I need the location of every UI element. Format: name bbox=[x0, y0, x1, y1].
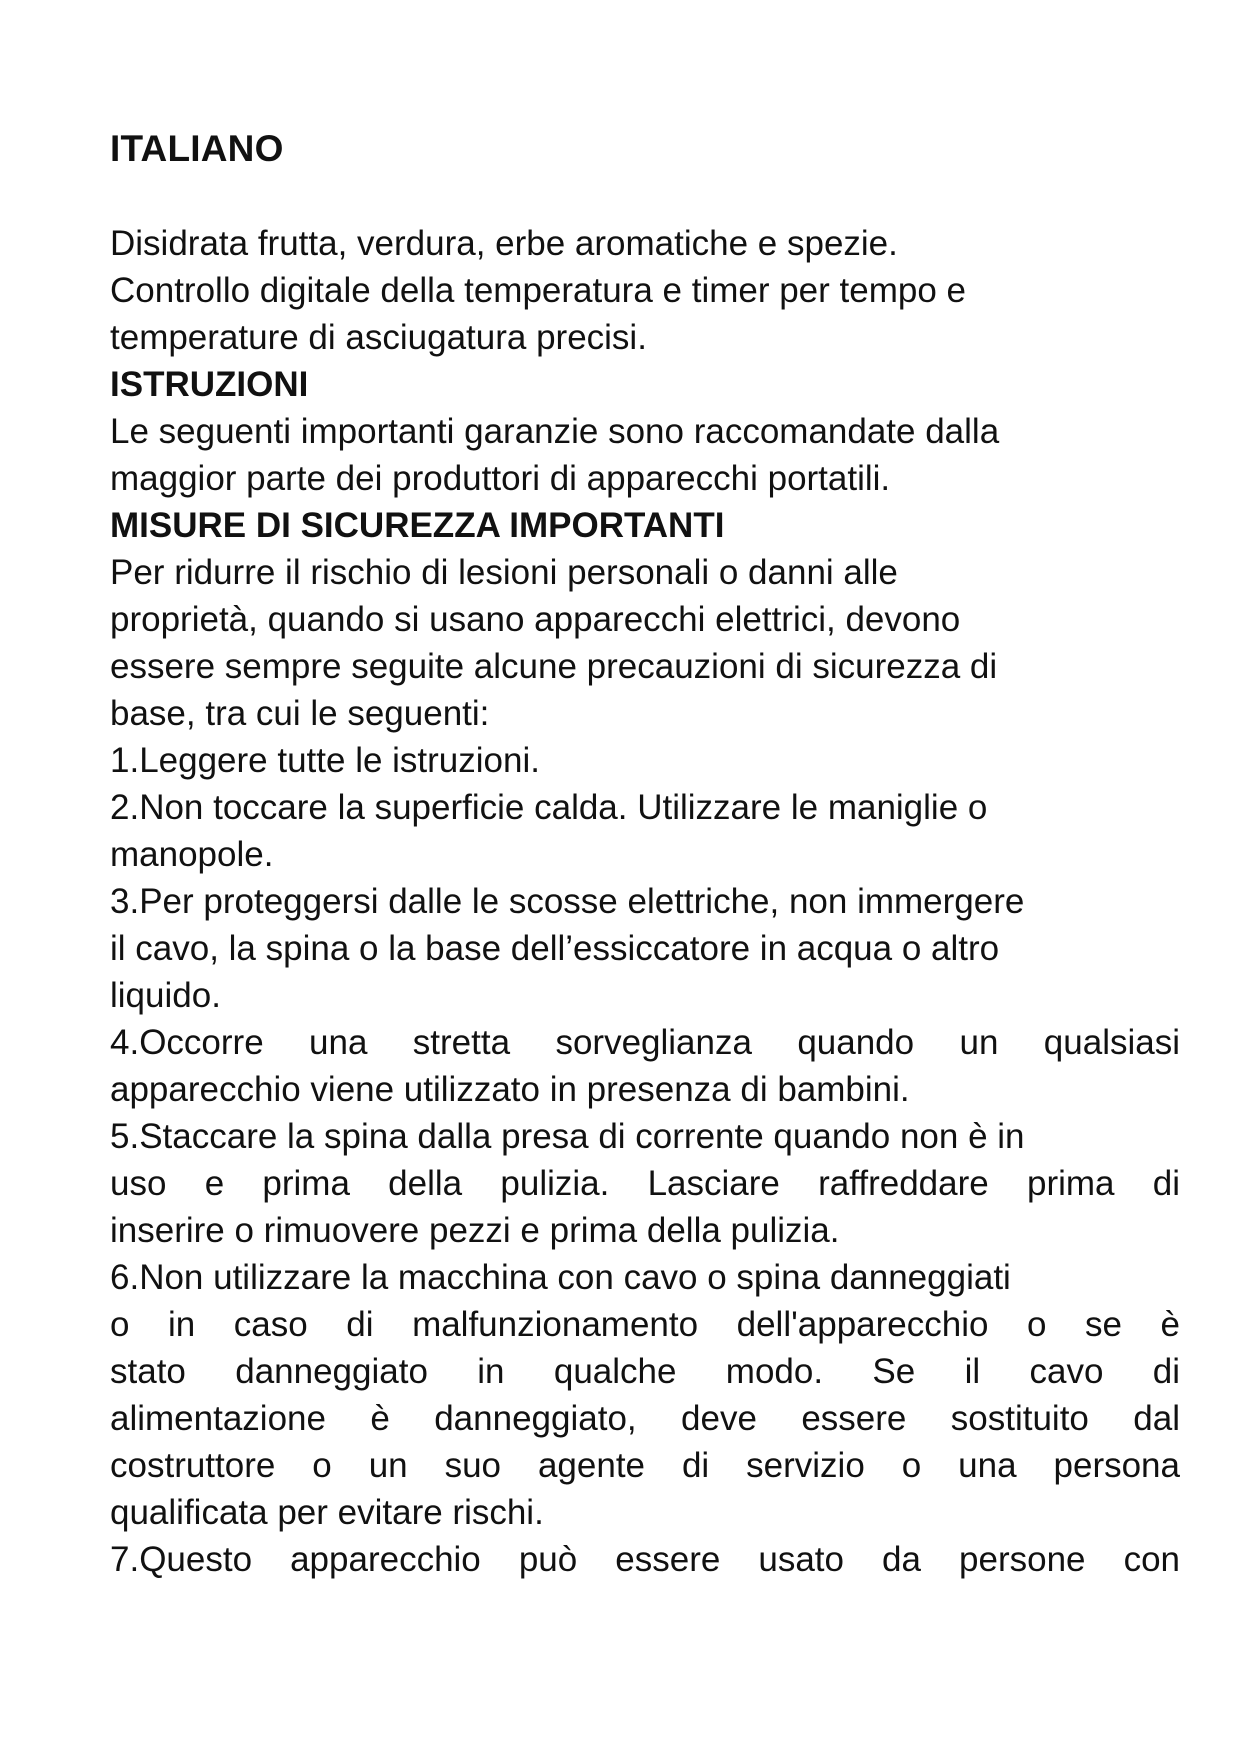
text-line: alimentazione è danneggiato, deve essere sostituito dal bbox=[110, 1399, 1180, 1438]
text-line: qualificata per evitare rischi. bbox=[110, 1493, 544, 1532]
text-line: maggior parte dei produttori di apparecchi portatili. bbox=[110, 459, 891, 498]
text-line: base, tra cui le seguenti: bbox=[110, 694, 490, 733]
text-line: uso e prima della pulizia. Lasciare raffreddare prima di bbox=[110, 1164, 1180, 1203]
text-line: inserire o rimuovere pezzi e prima della pulizia. bbox=[110, 1211, 840, 1250]
section-heading-misure: MISURE DI SICUREZZA IMPORTANTI bbox=[110, 506, 725, 545]
text-line: manopole. bbox=[110, 835, 274, 874]
text-line: apparecchio viene utilizzato in presenza di bambini. bbox=[110, 1070, 910, 1109]
text-line: costruttore o un suo agente di servizio o una persona bbox=[110, 1446, 1180, 1485]
text-line: stato danneggiato in qualche modo. Se il cavo di bbox=[110, 1352, 1180, 1391]
list-item-3: 3.Per proteggersi dalle le scosse elettriche, non immergere bbox=[110, 882, 1025, 921]
list-item-1: 1.Leggere tutte le istruzioni. bbox=[110, 741, 540, 780]
list-item-5: 5.Staccare la spina dalla presa di corrente quando non è in bbox=[110, 1117, 1025, 1156]
text-line: Controllo digitale della temperatura e timer per tempo e bbox=[110, 271, 966, 310]
language-title: ITALIANO bbox=[110, 128, 284, 169]
text-line: il cavo, la spina o la base dell’essiccatore in acqua o altro bbox=[110, 929, 1000, 968]
text-line: proprietà, quando si usano apparecchi elettrici, devono bbox=[110, 600, 961, 639]
text-line: o in caso di malfunzionamento dell'apparecchio o se è bbox=[110, 1305, 1180, 1344]
list-item-2: 2.Non toccare la superficie calda. Utilizzare le maniglie o bbox=[110, 788, 988, 827]
list-item-6: 6.Non utilizzare la macchina con cavo o spina danneggiati bbox=[110, 1258, 1011, 1297]
document-body bbox=[110, 220, 1180, 1583]
list-item-7: 7.Questo apparecchio può essere usato da persone con bbox=[110, 1540, 1180, 1579]
text-line: Le seguenti importanti garanzie sono raccomandate dalla bbox=[110, 412, 1000, 451]
document-page bbox=[110, 126, 1180, 1583]
text-line: temperature di asciugatura precisi. bbox=[110, 318, 647, 357]
text-line: Disidrata frutta, verdura, erbe aromatiche e spezie. bbox=[110, 224, 898, 263]
text-line: liquido. bbox=[110, 976, 221, 1015]
list-item-4: 4.Occorre una stretta sorveglianza quando un qualsiasi bbox=[110, 1023, 1180, 1062]
text-line: essere sempre seguite alcune precauzioni di sicurezza di bbox=[110, 647, 998, 686]
section-heading-istruzioni: ISTRUZIONI bbox=[110, 365, 309, 404]
text-line: Per ridurre il rischio di lesioni personali o danni alle bbox=[110, 553, 898, 592]
